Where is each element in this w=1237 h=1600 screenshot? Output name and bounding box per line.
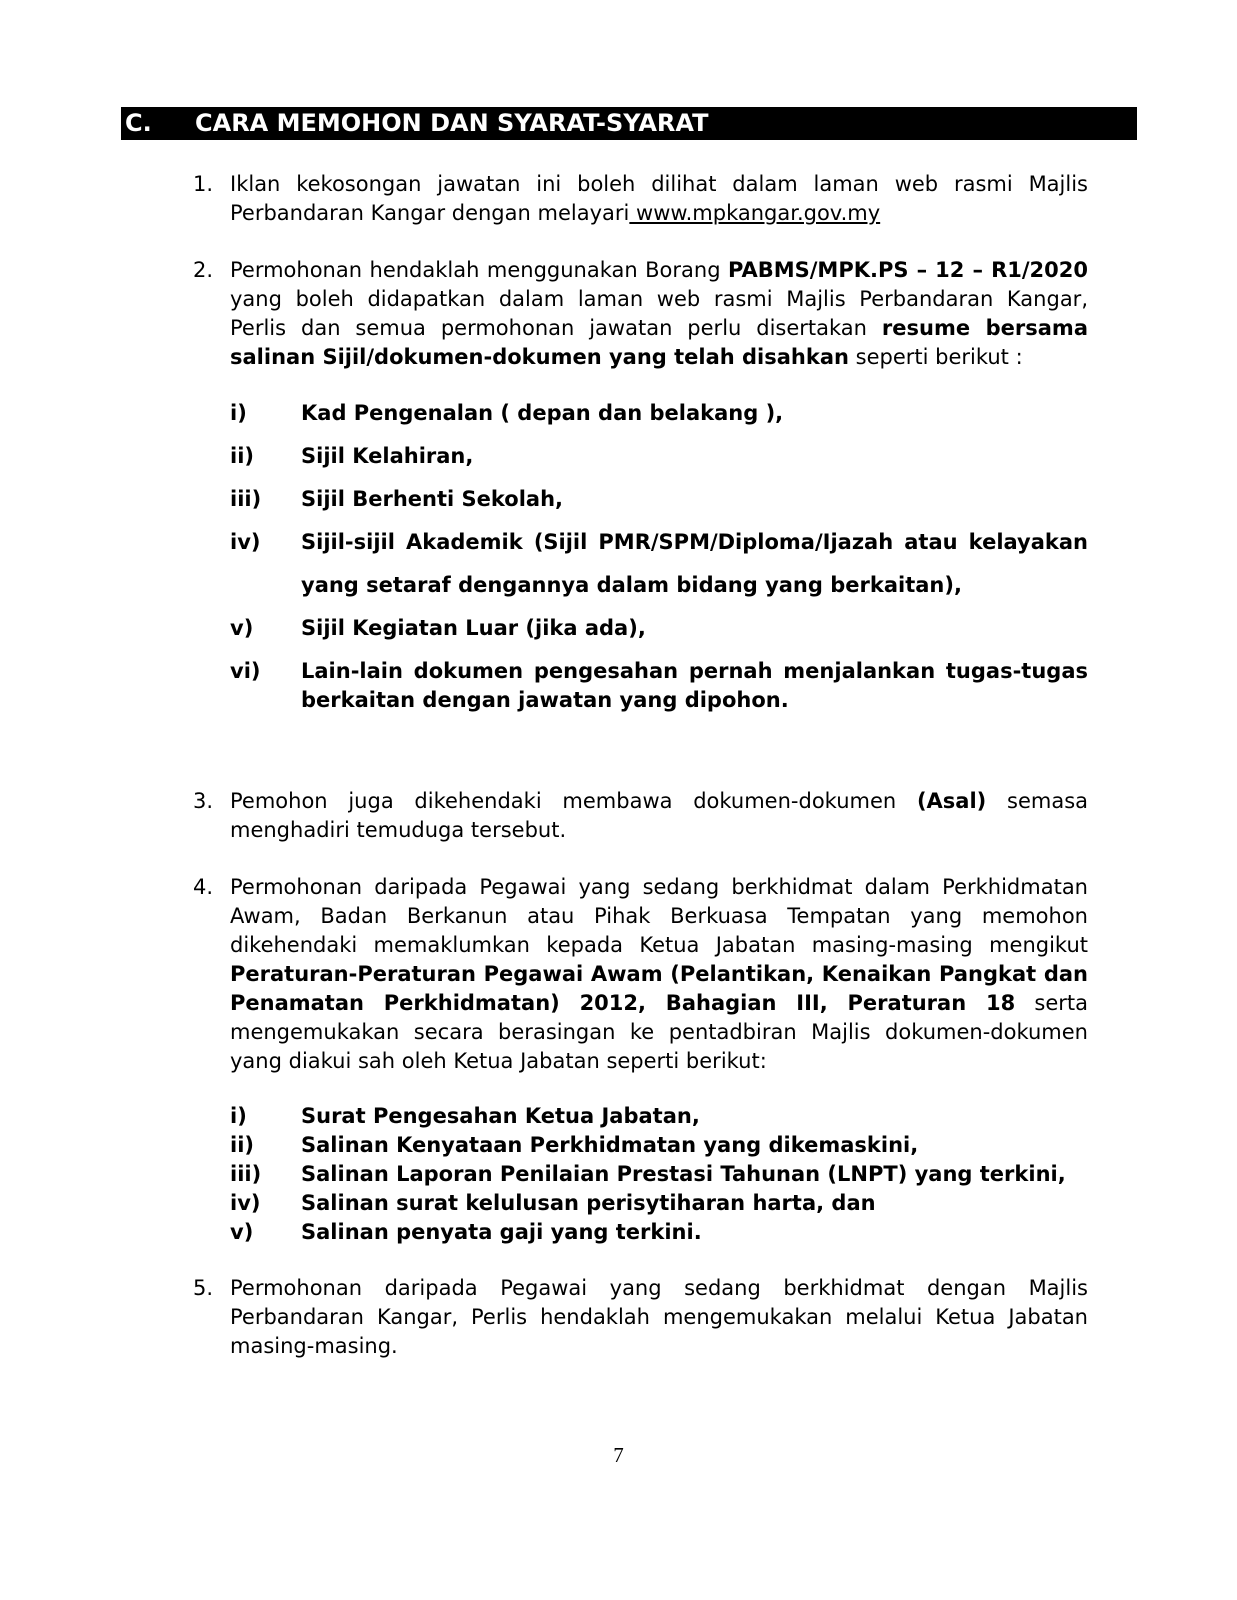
- paragraph-text: serta mengemukakan secara berasingan ke pentadbiran Majlis dokumen-dokumen yang diakui sah oleh Ketua Jabatan seperti berikut:: [230, 991, 1089, 1073]
- list-item-number: iv): [230, 530, 261, 554]
- emphasis-text: resume bersama salinan Sijil/dokumen-dokumen yang telah disahkan: [230, 316, 1088, 369]
- list-item-text: Sijil Berhenti Sekolah,: [301, 487, 564, 511]
- paragraph-number: 5.: [193, 1276, 214, 1300]
- list-item: [230, 1218, 1088, 1247]
- list-item-number: ii): [230, 444, 254, 468]
- list-item-number: iii): [230, 487, 262, 511]
- list-item-number: v): [230, 1220, 254, 1244]
- list-item: [230, 657, 1088, 715]
- paragraph-number: 1.: [193, 172, 214, 196]
- form-code: PABMS/MPK.PS – 12 – R1/2020: [728, 258, 1088, 282]
- list-item-text: Lain-lain dokumen pengesahan pernah menjalankan tugas-tugas berkaitan dengan jawatan yang dipohon.: [301, 659, 1088, 712]
- paragraph-1: [193, 170, 1088, 228]
- paragraph-5: [193, 1274, 1088, 1361]
- paragraph-text: Pemohon juga dikehendaki membawa dokumen-dokumen: [230, 789, 917, 813]
- list-item: [230, 478, 1088, 521]
- list-item-number: v): [230, 616, 254, 640]
- list-item: [230, 1160, 1088, 1189]
- list-item-number: i): [230, 1104, 247, 1128]
- section-header: [121, 107, 1137, 140]
- regulation-reference: Peraturan-Peraturan Pegawai Awam (Pelantikan, Kenaikan Pangkat dan Penamatan Perkhidmatan) 2012, Bahagian III, Peraturan 18: [230, 962, 1088, 1015]
- paragraph-text: Permohonan hendaklah menggunakan Borang: [230, 258, 729, 282]
- required-documents-list: [230, 392, 1088, 715]
- section-letter: C.: [125, 109, 152, 137]
- website-link[interactable]: www.mpkangar.gov.my: [629, 201, 881, 225]
- list-item-text: Salinan penyata gaji yang terkini.: [301, 1220, 702, 1244]
- list-item: [230, 1131, 1088, 1160]
- list-item: [230, 521, 1088, 607]
- list-item-number: iv): [230, 1191, 261, 1215]
- paragraph-number: 4.: [193, 875, 214, 899]
- list-item-number: ii): [230, 1133, 254, 1157]
- list-item-text: Sijil Kelahiran,: [301, 444, 474, 468]
- paragraph-text: Permohonan daripada Pegawai yang sedang berkhidmat dengan Majlis Perbandaran Kangar, Perlis hendaklah mengemukakan melalui Ketua Jabatan masing-masing.: [230, 1276, 1088, 1358]
- paragraph-text: seperti berikut :: [848, 345, 1023, 369]
- emphasis-text: (Asal): [916, 789, 987, 813]
- list-item: [230, 1189, 1088, 1218]
- list-item-text: Salinan Kenyataan Perkhidmatan yang dikemaskini,: [301, 1133, 919, 1157]
- list-item-text: Sijil-sijil Akademik (Sijil PMR/SPM/Diploma/Ijazah atau kelayakan yang setaraf dengannya dalam bidang yang berkaitan),: [301, 530, 1088, 597]
- paragraph-text: semasa menghadiri temuduga tersebut.: [230, 789, 1089, 842]
- list-item-text: Salinan surat kelulusan perisytiharan harta, dan: [301, 1191, 876, 1215]
- list-item: [230, 435, 1088, 478]
- paragraph-text: Permohonan daripada Pegawai yang sedang berkhidmat dalam Perkhidmatan Awam, Badan Berkanun atau Pihak Berkuasa Tempatan yang memohon dikehendaki memaklumkan kepada Ketua Jabatan masing-masing mengikut: [230, 875, 1088, 957]
- list-item: [230, 1102, 1088, 1131]
- list-item-number: i): [230, 401, 247, 425]
- paragraph-text: Iklan kekosongan jawatan ini boleh dilihat dalam laman web rasmi Majlis Perbandaran Kangar dengan melayari: [230, 172, 1088, 225]
- paragraph-number: 3.: [193, 789, 214, 813]
- list-item-number: iii): [230, 1162, 262, 1186]
- paragraph-3: [193, 787, 1089, 845]
- paragraph-text: yang boleh didapatkan dalam laman web rasmi Majlis Perbandaran Kangar, Perlis dan semua permohonan jawatan perlu disertakan: [230, 287, 1088, 340]
- paragraph-4: [193, 873, 1089, 1076]
- page-number: 7: [613, 1443, 624, 1467]
- list-item-text: Surat Pengesahan Ketua Jabatan,: [301, 1104, 700, 1128]
- list-item-text: Sijil Kegiatan Luar (jika ada),: [301, 616, 646, 640]
- list-item: [230, 607, 1088, 650]
- paragraph-number: 2.: [193, 258, 214, 282]
- list-item-text: Kad Pengenalan ( depan dan belakang ),: [301, 401, 784, 425]
- list-item: [230, 392, 1088, 435]
- paragraph-2: [193, 256, 1088, 372]
- list-item-number: vi): [230, 659, 261, 683]
- head-of-department-documents-list: [230, 1102, 1088, 1247]
- section-title: CARA MEMOHON DAN SYARAT-SYARAT: [195, 109, 709, 137]
- list-item-text: Salinan Laporan Penilaian Prestasi Tahunan (LNPT) yang terkini,: [301, 1162, 1066, 1186]
